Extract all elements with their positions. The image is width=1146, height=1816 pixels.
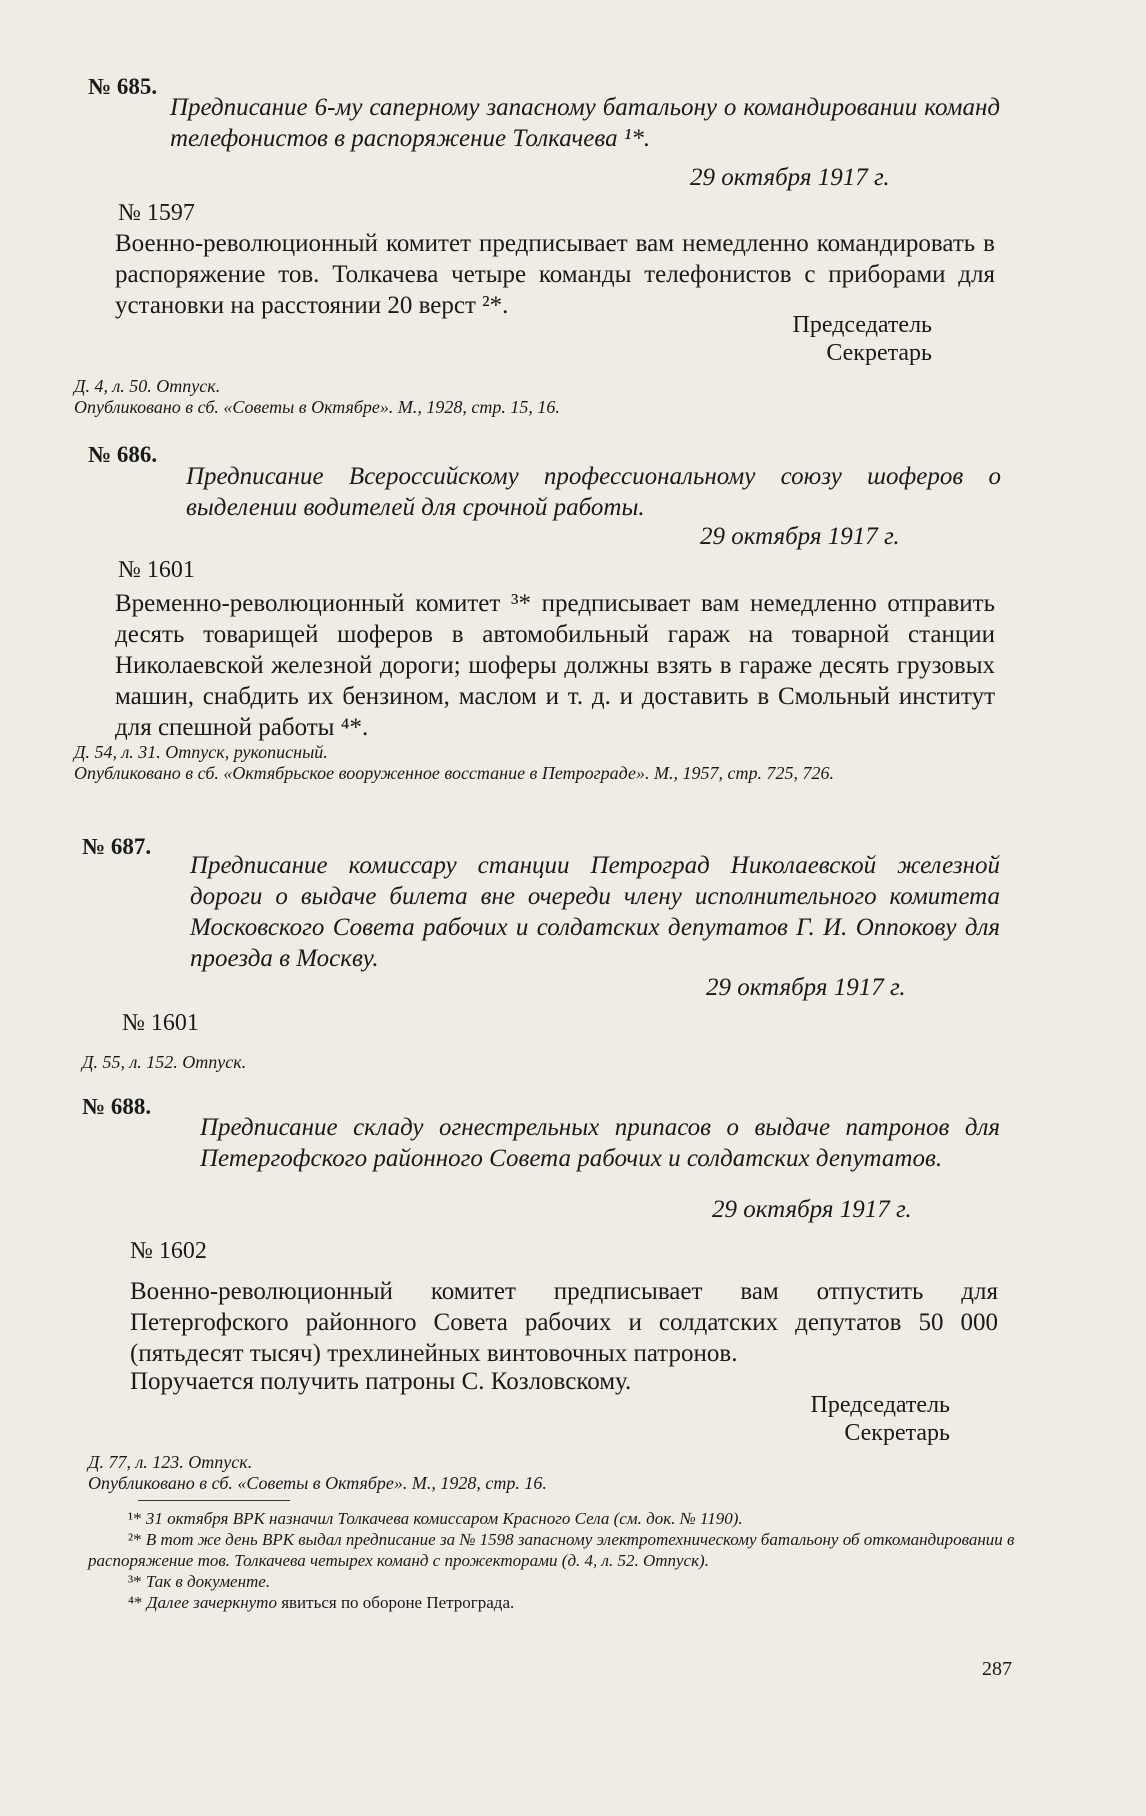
footnote-3-text: Так в документе.	[145, 1572, 271, 1591]
doc-688-source-publication: Опубликовано в сб. «Советы в Октябре». М., 1928, стр. 16.	[88, 1473, 547, 1493]
footnote-1	[88, 1508, 1018, 1529]
doc-688-reg-number: № 1602	[130, 1238, 207, 1264]
doc-685-source-archive: Д. 4, л. 50. Отпуск.	[74, 376, 221, 396]
doc-686-source-archive: Д. 54, л. 31. Отпуск, рукописный.	[74, 742, 328, 762]
footnote-2	[88, 1529, 1018, 1571]
doc-685-source-publication: Опубликовано в сб. «Советы в Октябре». М., 1928, стр. 15, 16.	[74, 397, 560, 417]
footnote-4-mark: ⁴*	[128, 1593, 143, 1612]
doc-686-reg-number: № 1601	[118, 557, 195, 583]
doc-688-signature-chairman: Председатель	[810, 1392, 950, 1418]
doc-685-signature-secretary: Секретарь	[826, 340, 932, 366]
doc-688-source	[88, 1452, 988, 1494]
footnote-4-text: Далее зачеркнуто	[146, 1593, 277, 1612]
doc-686-number: № 686.	[88, 442, 158, 467]
doc-688-number: № 688.	[82, 1094, 152, 1119]
doc-688-date: 29 октября 1917 г.	[712, 1196, 912, 1223]
footnote-4	[88, 1592, 1018, 1613]
footnote-4-text-plain: явиться по обороне Петрограда.	[281, 1593, 515, 1612]
doc-688-source-archive: Д. 77, л. 123. Отпуск.	[88, 1452, 253, 1472]
doc-688-signature-secretary: Секретарь	[844, 1420, 950, 1446]
doc-687-source	[82, 1052, 682, 1073]
doc-686-date: 29 октября 1917 г.	[700, 523, 900, 550]
doc-685-number: № 685.	[88, 74, 158, 99]
doc-688-body: Военно-революционный комитет предписывает вам отпустить для Петергофского районного Совета рабочих и солдатских депутатов 50 000 (пятьдесят тысяч) трехлинейных винтовочных патронов.	[130, 1278, 998, 1367]
footnote-3	[88, 1571, 1018, 1592]
doc-687-date: 29 октября 1917 г.	[706, 974, 906, 1001]
footnote-1-text: 31 октября ВРК назначил Толкачева комиссаром Красного Села (см. док. № 1190).	[145, 1509, 743, 1528]
doc-688-body-continued: Поручается получить патроны С. Козловскому.	[130, 1368, 632, 1395]
doc-685-source	[74, 376, 974, 418]
doc-687-title: Предписание комиссару станции Петроград Николаевской железной дороги о выдаче билета вне очереди члену исполнительного комитета Московского Совета рабочих и солдатских депутатов Г. И. Оппокову для проезда в Москву.	[190, 852, 1000, 972]
page-number: 287	[982, 1658, 1012, 1680]
doc-685-title: Предписание 6-му саперному запасному батальону о командировании команд телефонистов в распоряжение Толкачева ¹*.	[170, 94, 1000, 152]
footnote-2-text: В тот же день ВРК выдал предписание за № 1598 запасному электротехническому батальону об откомандировании в распоряжение тов. Толкачева четырех команд с прожекторами (д. 4, л. 52. Отпуск).	[88, 1530, 1015, 1570]
doc-685-reg-number: № 1597	[118, 200, 195, 226]
doc-687-reg-number: № 1601	[122, 1010, 199, 1036]
footnote-2-mark: ²*	[128, 1530, 142, 1549]
doc-685-body: Военно-революционный комитет предписывает вам немедленно командировать в распоряжение тов. Толкачева четыре команды телефонистов с приборами для установки на расстоянии 20 верст ²*.	[115, 230, 995, 319]
footnote-divider	[138, 1500, 290, 1501]
footnote-1-mark: ¹*	[128, 1509, 142, 1528]
doc-686-title: Предписание Всероссийскому профессиональному союзу шоферов о выделении водителей для срочной работы.	[186, 463, 1001, 521]
footnotes	[88, 1508, 1018, 1613]
doc-685-signature-chairman: Председатель	[792, 312, 932, 338]
doc-685-date: 29 октября 1917 г.	[690, 164, 890, 191]
doc-688-title: Предписание складу огнестрельных припасов о выдаче патронов для Петергофского районного Совета рабочих и солдатских депутатов.	[200, 1114, 1000, 1172]
doc-687-source-archive: Д. 55, л. 152. Отпуск.	[82, 1052, 247, 1072]
doc-686-body: Временно-революционный комитет ³* предписывает вам немедленно отправить десять товарищей шоферов в автомобильный гараж на товарной станции Николаевской железной дороги; шоферы должны взять в гараже десять грузовых машин, снабдить их бензином, маслом и т. д. и доставить в Смольный институт для спешной работы ⁴*.	[115, 590, 995, 741]
doc-687-number: № 687.	[82, 834, 152, 859]
doc-686-source	[74, 742, 1014, 784]
footnote-3-mark: ³*	[128, 1572, 142, 1591]
doc-686-source-publication: Опубликовано в сб. «Октябрьское вооруженное восстание в Петрограде». М., 1957, стр. 725, 726.	[74, 763, 834, 783]
